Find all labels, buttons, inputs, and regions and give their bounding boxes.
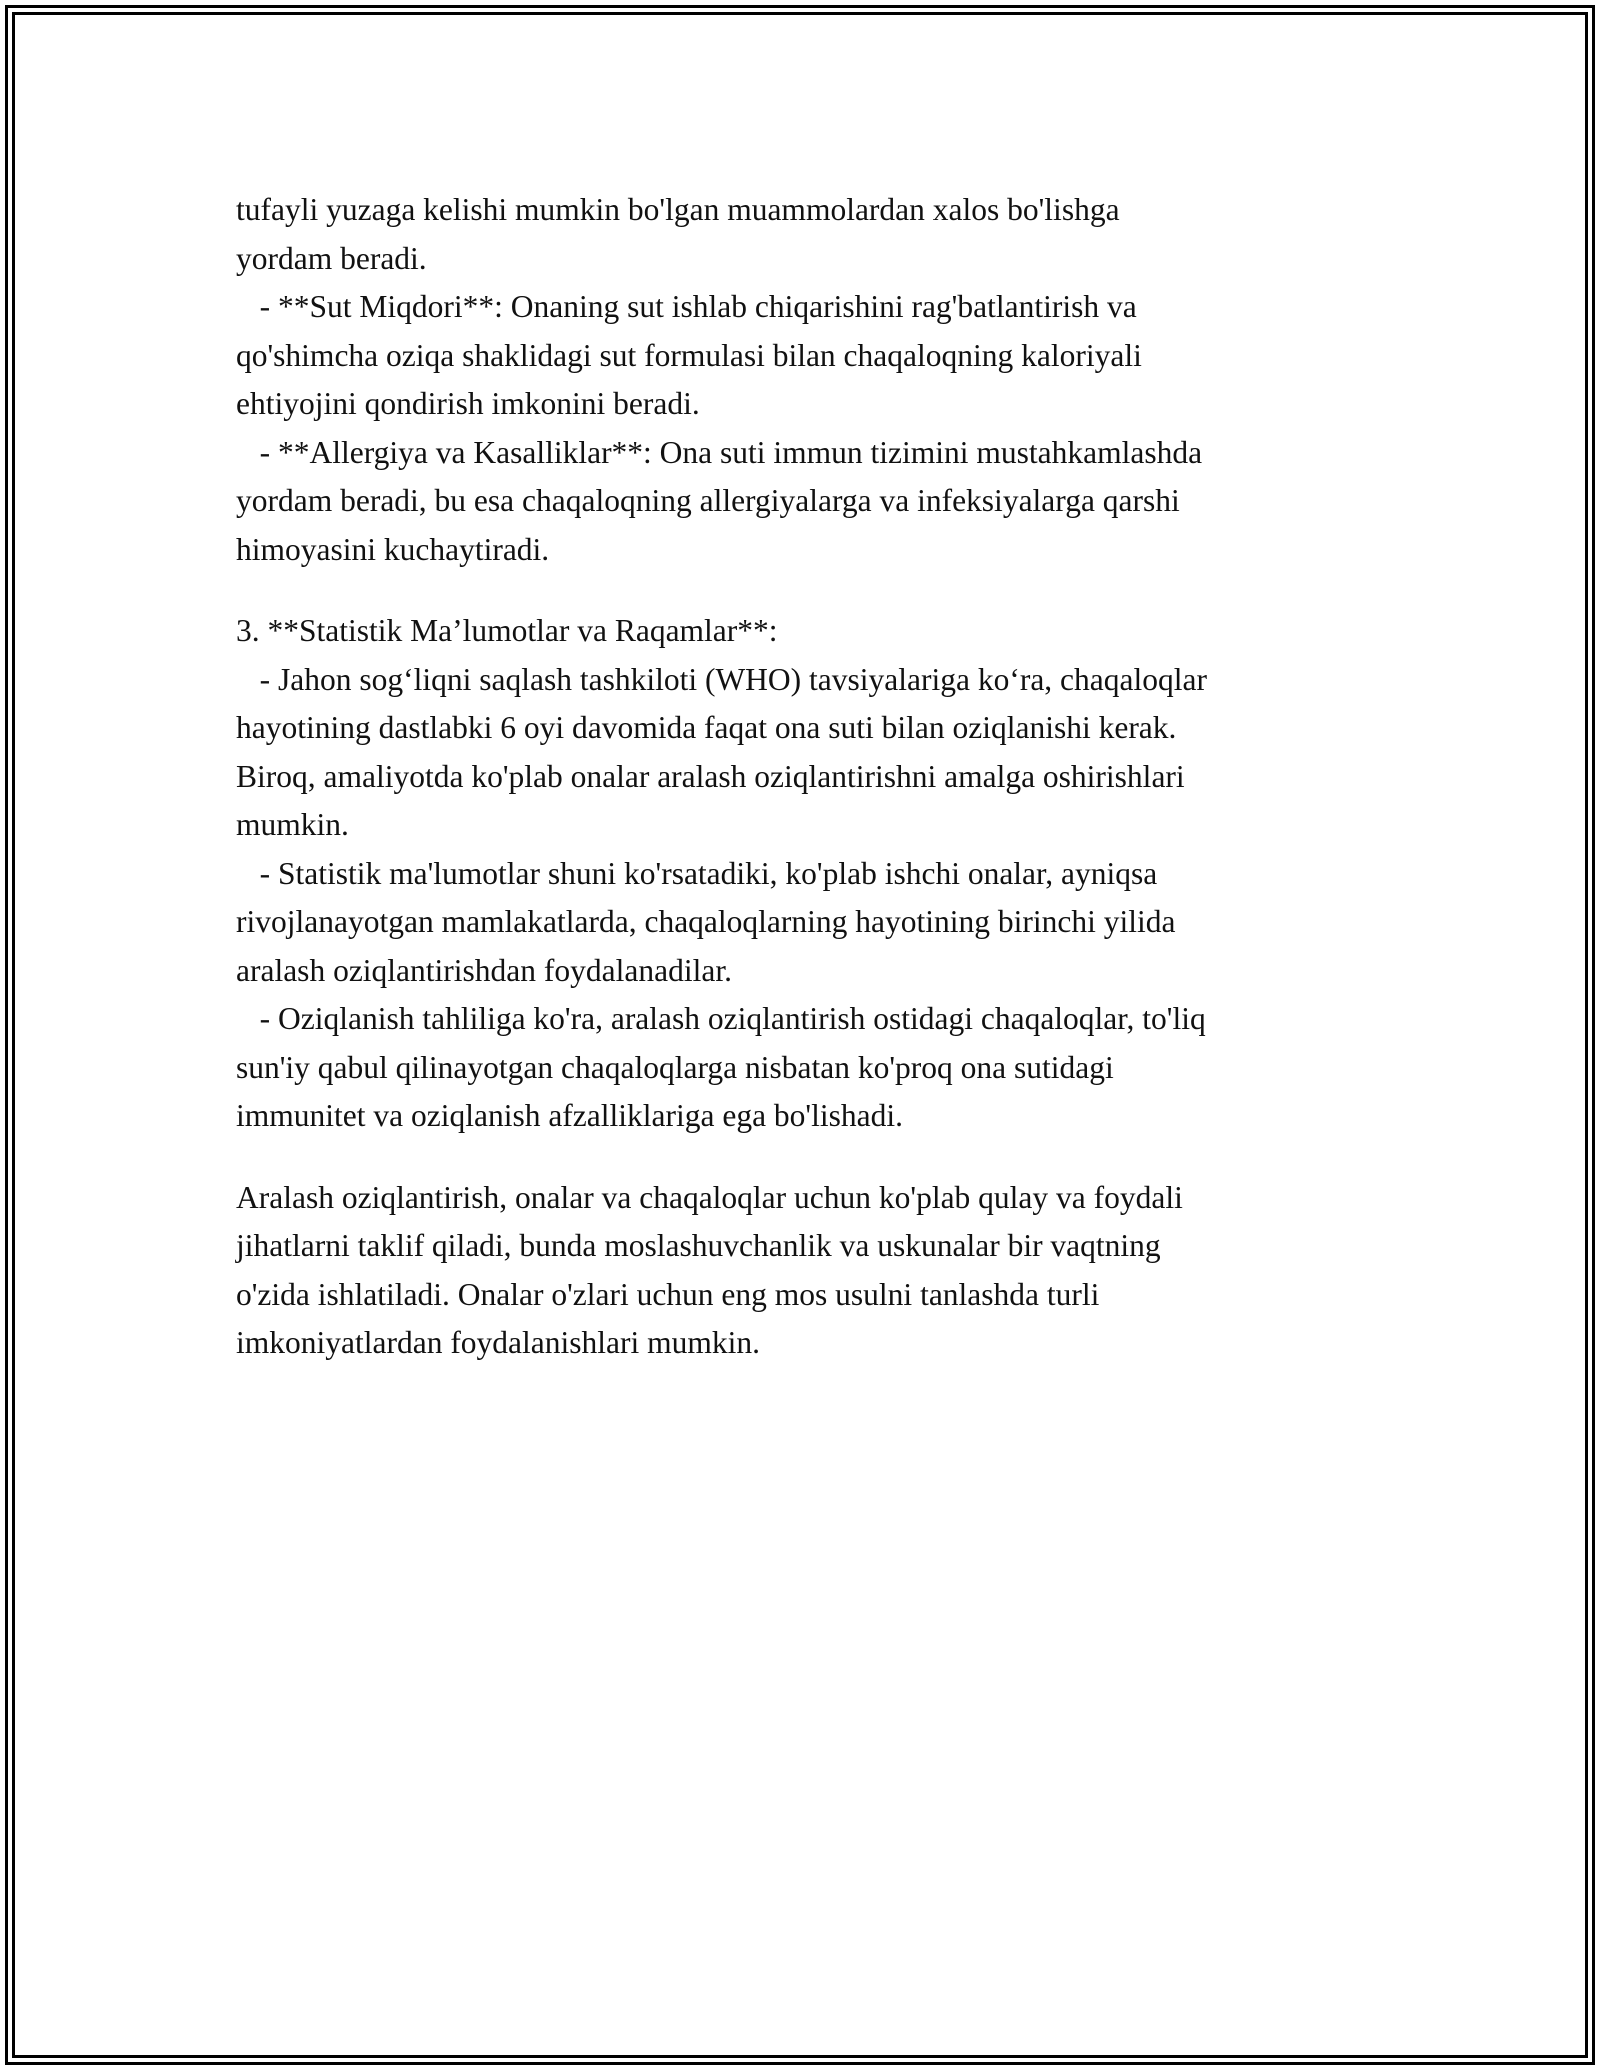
paragraph-statistics — [236, 607, 1386, 1141]
text-line: - Jahon sog‘liqni saqlash tashkiloti (WHO) tavsiyalariga ko‘ra, chaqaloqlar — [236, 661, 1207, 697]
paragraph-benefits-continued — [236, 186, 1386, 574]
text-line: Aralash oziqlantirish, onalar va chaqaloqlar uchun ko'plab qulay va foydali — [236, 1179, 1183, 1215]
text-line: - **Sut Miqdori**: Onaning sut ishlab chiqarishini rag'batlantirish va — [236, 289, 1137, 324]
text-line: himoyasini kuchaytiradi. — [236, 531, 550, 567]
text-line: - **Allergiya va Kasalliklar**: Ona suti immun tizimini mustahkamlashda — [236, 434, 1203, 470]
text-line: jihatlarni taklif qiladi, bunda moslashuvchanlik va uskunalar bir vaqtning — [236, 1228, 1161, 1263]
text-line: sun'iy qabul qilinayotgan chaqaloqlarga nisbatan ko'proq ona sutidagi — [236, 1049, 1114, 1085]
text-line: yordam beradi. — [236, 240, 427, 276]
text-line: qo'shimcha oziqa shaklidagi sut formulasi bilan chaqaloqning kaloriyali — [236, 337, 1142, 373]
text-line: ehtiyojini qondirish imkonini beradi. — [236, 386, 700, 421]
text-line: tufayli yuzaga kelishi mumkin bo'lgan muammolardan xalos bo'lishga — [236, 192, 1120, 227]
text-line: yordam beradi, bu esa chaqaloqning allergiyalarga va infeksiyalarga qarshi — [236, 483, 1180, 518]
text-line: o'zida ishlatiladi. Onalar o'zlari uchun eng mos usulni tanlashda turli — [236, 1276, 1100, 1312]
paragraph-gap — [236, 1141, 1386, 1174]
text-line: rivojlanayotgan mamlakatlarda, chaqaloqlarning hayotining birinchi yilida — [236, 904, 1176, 939]
text-line: mumkin. — [236, 807, 349, 842]
text-line: aralash oziqlantirishdan foydalanadilar. — [236, 952, 732, 988]
text-line: Biroq, amaliyotda ko'plab onalar aralash oziqlantirishni amalga oshirishlari — [236, 758, 1185, 794]
text-line: imkoniyatlardan foydalanishlari mumkin. — [236, 1325, 761, 1360]
document-body — [236, 186, 1386, 1368]
paragraph-gap — [236, 574, 1386, 607]
paragraph-conclusion — [236, 1174, 1386, 1368]
text-line: immunitet va oziqlanish afzalliklariga ega bo'lishadi. — [236, 1098, 903, 1133]
section-heading: 3. **Statistik Ma’lumotlar va Raqamlar**: — [236, 613, 778, 648]
text-line: hayotining dastlabki 6 oyi davomida faqat ona suti bilan oziqlanishi kerak. — [236, 710, 1177, 745]
text-line: - Oziqlanish tahliliga ko'ra, aralash oziqlantirish ostidagi chaqaloqlar, to'liq — [236, 1001, 1206, 1036]
text-line: - Statistik ma'lumotlar shuni ko'rsatadiki, ko'plab ishchi onalar, ayniqsa — [236, 855, 1158, 891]
